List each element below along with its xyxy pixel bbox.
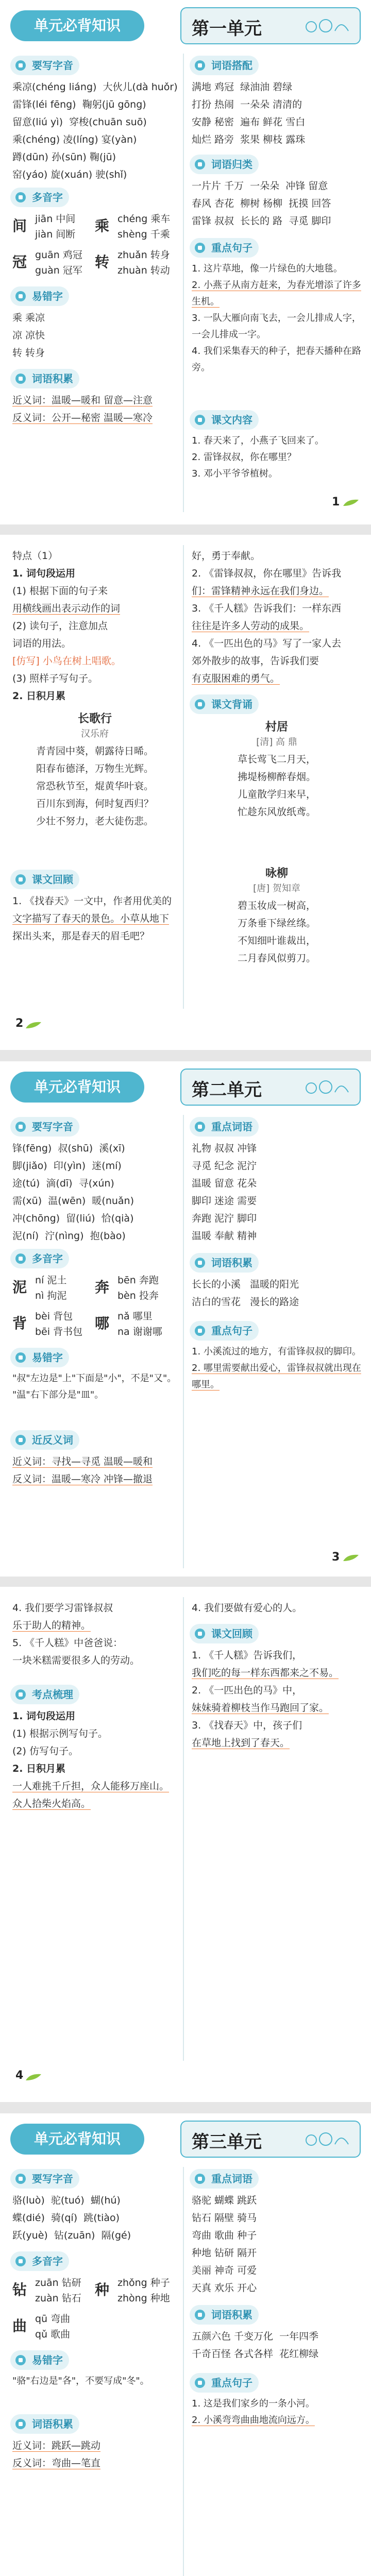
section-icon — [195, 2310, 205, 2320]
column-divider — [183, 1115, 184, 1568]
pinyin-list — [12, 2192, 177, 2244]
word-row: 美丽 神奇 可爱 — [192, 2265, 257, 2276]
decoration-icon — [304, 2129, 350, 2150]
section-duoyin — [10, 188, 69, 207]
section-title: 要写字音 — [32, 59, 73, 72]
pinyin-row: 脚(jiǎo) 印(yìn) 迷(mí) — [12, 1160, 122, 1172]
right-ciyu — [192, 177, 362, 230]
section-icon — [195, 2174, 205, 2184]
pinyin-row: 留意(liú yì) 穿梭(chuān suō) — [12, 116, 147, 128]
word-row: 春风 杏花 柳树 杨柳 抚摸 回答 — [192, 198, 331, 209]
section-title: 词语积累 — [211, 2309, 252, 2321]
poem-line: 二月春风似剪刀。 — [237, 953, 316, 964]
banner-left-label: 单元必背知识 — [10, 1072, 144, 1103]
section-icon — [195, 60, 205, 71]
section-title: 课文回顾 — [211, 1628, 252, 1640]
word-row: 奔跑 泥泞 脚印 — [192, 1213, 257, 1224]
decoration-icon — [304, 15, 350, 37]
section-icon — [15, 2355, 26, 2365]
section-title: 词语积累 — [32, 372, 73, 385]
right-text-a: 4. 我们要做有爱心的人。 — [192, 1602, 302, 1614]
yixie-list — [12, 1370, 177, 1403]
page-gap — [0, 2102, 371, 2113]
jinfan-item: 近义词：寻找—寻觅 温暖—暖和 — [12, 1456, 153, 1467]
poem-line: 常恐秋节至，焜黄华叶衰。 — [36, 781, 154, 792]
section-title: 课文背诵 — [211, 698, 252, 710]
pinyin-row: 乘(chéng) 凌(líng) 宴(yàn) — [12, 134, 137, 145]
section-title: 词语搭配 — [211, 59, 252, 72]
right-text: 好，勇于奉献。 2. 《雷锋叔叔，你在哪里》告诉我 们：雷锋精神永远在我们身边。 3. 《千人糕》告诉我们：一样东西 往往是许多人劳动的成果。 4. 《一匹出色的马》写了一家人去 郊外散步的故事，告诉我们要 有克服困难的勇气。 — [192, 550, 342, 684]
cihui-item: 反义词：弯曲—笔直 — [12, 2458, 101, 2469]
word-row: 洁白的雪花 漫长的路途 — [192, 1296, 299, 1308]
section-title: 近反义词 — [32, 1434, 73, 1446]
word-row: 钻石 隔壁 骑马 — [192, 2212, 257, 2224]
yixie-item: "骆"右边是"各"，不要写成"冬"。 — [12, 2376, 149, 2386]
section-title: 易错字 — [32, 2354, 63, 2366]
section-icon — [15, 2256, 26, 2266]
section-title: 词语归类 — [211, 158, 252, 171]
cihui-item: 近义词：跳跃—跳动 — [12, 2440, 101, 2451]
section-right-2 — [190, 1253, 259, 1273]
cihui-item: 近义词：温暖—暖和 留意—注意 — [12, 395, 153, 406]
polyphone: 曲 qū 弯曲 qǔ 歌曲 — [12, 2313, 71, 2340]
jinfan-list — [12, 1453, 177, 1488]
right-text-b: 1. 《千人糕》告诉我们， 我们吃的每一样东西都来之不易。 2. 《一匹出色的马》中， 妹妹骑着柳枝当作马跑回了家。 3. 《找春天》中，孩子们 在草地上找到了春天。 — [192, 1650, 339, 1749]
poem-title: 村居 — [265, 721, 288, 734]
right-kewen — [192, 433, 362, 482]
kaodian-list: 1. 词句段运用 (1) 根据示例写句子。 (2) 仿写句子。 2. 日积月累 一人难挑千斤担，众人能移万座山。 众人拾柴火焰高。 — [12, 1710, 170, 1809]
section-right-3 — [190, 1321, 259, 1341]
column-divider — [183, 1597, 184, 2061]
section-title: 重点句子 — [211, 242, 252, 254]
pinyin-row: 蝶(dié) 骑(qí) 跳(tiào) — [12, 2212, 120, 2224]
word-row: 五颜六色 千变万化 一年四季 — [192, 2331, 319, 2342]
section-title: 重点句子 — [211, 2377, 252, 2389]
poem-title: 咏柳 — [265, 867, 288, 880]
pinyin-row: 冲(chōng) 留(liú) 恰(qià) — [12, 1213, 134, 1224]
unit-banner — [10, 1064, 361, 1110]
banner-right — [180, 2121, 361, 2158]
page-number: 1 — [332, 496, 340, 509]
unit-title: 第二单元 — [192, 1080, 262, 1100]
section-icon — [15, 1435, 26, 1445]
right-words — [192, 78, 362, 148]
section-icon — [15, 1122, 26, 1132]
section-icon — [195, 699, 205, 709]
sentence: 1. 这片草地，像一片绿色的大地毯。 — [192, 263, 343, 274]
word-row: 雷锋 叔叔 长长的 路 寻觅 脚印 — [192, 215, 331, 227]
sentence: 1. 这是我们家乡的一条小河。 — [192, 2398, 315, 2409]
poem-author: 汉乐府 — [81, 728, 109, 739]
banner-right — [180, 7, 361, 44]
yixie-item: "温"右下部分是"皿"。 — [12, 1389, 104, 1400]
sentence: 3. 一队大雁向南飞去，一会儿排成人字，一会儿排成一字。 — [192, 313, 361, 340]
column-divider — [183, 2167, 184, 2576]
word-row: 温暖 奉献 精神 — [192, 1230, 257, 1242]
page-gap — [0, 524, 371, 535]
poem-line: 草长莺飞二月天， — [237, 754, 316, 765]
yixie-item: "叔"左边是"上"下面是"小"，不是"又"。 — [12, 1373, 177, 1384]
poem-line: 忙趁东风放纸鸢。 — [237, 806, 316, 818]
section-icon — [15, 60, 26, 71]
section-icon — [15, 1352, 26, 1363]
section-title: 要写字音 — [32, 1121, 73, 1133]
section-right-1 — [190, 1117, 259, 1137]
page-number: 4 — [15, 2069, 24, 2082]
word-row: 骆驼 蝴蝶 跳跃 — [192, 2195, 257, 2206]
pinyin-list — [12, 78, 177, 183]
word-row: 灿烂 路旁 浆果 柳枝 露珠 — [192, 134, 306, 145]
section-title: 重点词语 — [211, 2173, 252, 2185]
polyphone: 泥 ní 泥土 nì 拘泥 — [12, 1275, 67, 1301]
right-words2 — [192, 2328, 362, 2363]
section-title: 词语积累 — [32, 2418, 73, 2430]
page-gap — [0, 1577, 371, 1587]
sentence: 2. 哪里需要献出爱心，雷锋叔叔就出现在哪里。 — [192, 1363, 361, 1390]
cihui-list — [12, 2437, 177, 2472]
jinfan-item: 反义词：温暖—寒冷 冲锋—撤退 — [12, 1473, 153, 1485]
decoration-icon — [304, 1077, 350, 1098]
right-sentences — [192, 1344, 362, 1393]
poem-line: 拂堤杨柳醉春烟。 — [237, 771, 316, 783]
section-right-kewen — [190, 410, 259, 430]
polyphone: 背 bèi 背包 bēi 背书包 — [12, 1311, 83, 1337]
kewen-left: 1. 《找春天》一文中，作者用优美的 文字描写了春天的景色。小草从地下 探出头来，那是春天的眉毛吧？ — [12, 895, 172, 942]
section-icon — [15, 291, 26, 301]
section-icon — [195, 1326, 205, 1336]
page-3 — [0, 1061, 371, 1577]
poem-line: 百川东到海，何时复西归？ — [36, 798, 154, 809]
poem-title: 长歌行 — [77, 713, 112, 725]
section-icon — [15, 2174, 26, 2184]
pinyin-row: 窑(yáo) 旋(xuán) 驶(shǐ) — [12, 169, 127, 180]
right-words — [192, 2192, 362, 2297]
section-yaoxie — [10, 1117, 79, 1137]
poem-yongliu — [192, 865, 362, 967]
word-row: 一片片 千万 一朵朵 冲锋 留意 — [192, 180, 328, 192]
word-row: 弯曲 歌曲 种子 — [192, 2230, 257, 2241]
sentence: 2. 小燕子从南方赶来，为春光增添了许多生机。 — [192, 280, 361, 307]
section-right-juzi — [190, 238, 259, 258]
section-title: 要写字音 — [32, 2173, 73, 2185]
poem-cunju — [192, 718, 362, 821]
section-icon — [15, 192, 26, 202]
section-icon — [15, 874, 26, 885]
polyphone: 冠 guān 鸡冠 guàn 冠军 — [12, 249, 82, 276]
right-sentences — [192, 2396, 362, 2429]
yixie-item: 转 转身 — [12, 347, 45, 359]
word-row: 千奇百怪 各式各样 花红柳绿 — [192, 2348, 319, 2360]
poem — [12, 710, 177, 830]
page-4 — [0, 1587, 371, 2102]
pinyin-row: 锋(fēng) 叔(shū) 溪(xī) — [12, 1143, 125, 1154]
section-title: 课文回顾 — [32, 873, 73, 886]
section-title: 考点梳理 — [32, 1688, 73, 1701]
section-yaoxie — [10, 56, 79, 75]
page-1 — [0, 0, 371, 524]
section-icon — [195, 1122, 205, 1132]
column-divider — [183, 54, 184, 512]
page-5 — [0, 2113, 371, 2576]
polyphone: 钻 zuān 钻研 zuàn 钻石 — [12, 2277, 81, 2304]
section-icon — [195, 1258, 205, 1268]
word-row: 种地 钻研 隔开 — [192, 2247, 257, 2259]
section-icon — [195, 2378, 205, 2388]
unit-title: 第三单元 — [192, 2132, 262, 2153]
unit-banner — [10, 2116, 361, 2162]
section-right-kewen — [190, 1624, 259, 1643]
section-kaodian — [10, 1685, 79, 1704]
leaf-icon — [25, 1020, 42, 1029]
pinyin-row: 途(tú) 滴(dī) 寻(xún) — [12, 1178, 114, 1189]
sentence: 2. 小溪弯弯曲曲地流向远方。 — [192, 2415, 315, 2426]
unit-title: 第一单元 — [192, 19, 262, 39]
page-number: 3 — [332, 1551, 340, 1564]
section-title: 多音字 — [32, 2255, 63, 2267]
section-title: 多音字 — [32, 1252, 63, 1265]
poem-line: 万条垂下绿丝绦。 — [237, 918, 316, 929]
pinyin-row: 乘凉(chéng liáng) 大伙儿(dà huǒr) — [12, 81, 178, 93]
section-title: 重点句子 — [211, 1325, 252, 1337]
section-kewen — [10, 870, 79, 889]
section-yixie — [10, 1348, 69, 1367]
word-row: 礼物 叔叔 冲锋 — [192, 1143, 257, 1154]
kewen-item: 1. 春天来了，小燕子飞回来了。 — [192, 435, 324, 446]
left-text: 4. 我们要学习雷锋叔叔 乐于助人的精神。 5. 《千人糕》中爸爸说： 一块米糕需要很多人的劳动。 — [12, 1602, 140, 1666]
word-row: 脚印 迷途 需要 — [192, 1195, 257, 1207]
section-yixie — [10, 2350, 69, 2370]
sentence: 4. 我们采集春天的种子，把春天播种在路旁。 — [192, 346, 361, 373]
leaf-icon — [342, 498, 360, 507]
section-title: 课文内容 — [211, 414, 252, 426]
section-title: 易错字 — [32, 1351, 63, 1364]
yixie-list — [12, 2373, 177, 2389]
section-icon — [15, 374, 26, 384]
section-cihui — [10, 2414, 79, 2434]
polyphone: 间 jiān 中间 jiàn 间断 — [12, 213, 76, 240]
poem-line: 不知细叶谁裁出， — [237, 935, 316, 946]
section-yixie — [10, 286, 69, 306]
cihui-item: 反义词：公开—秘密 温暖—寒冷 — [12, 412, 153, 423]
poem-line: 青青园中葵，朝露待日晞。 — [36, 745, 154, 757]
pinyin-row: 雷锋(léi fēng) 鞠躬(jū gōng) — [12, 99, 146, 110]
polyphone: 奔 bēn 奔跑 bèn 投奔 — [95, 1275, 159, 1301]
word-row: 满地 鸡冠 绿油油 碧绿 — [192, 81, 293, 93]
kewen-item: 2. 雷锋叔叔，你在哪里？ — [192, 452, 296, 463]
section-right-ciyu — [190, 155, 259, 174]
word-row: 打扮 热闹 一朵朵 清清的 — [192, 99, 302, 110]
section-icon — [195, 159, 205, 170]
polyphone: 转 zhuǎn 转身 zhuàn 转动 — [95, 249, 170, 276]
polyphone: 哪 nǎ 哪里 na 谢谢哪 — [95, 1311, 162, 1337]
pinyin-row: 骆(luò) 驼(tuó) 蝴(hú) — [12, 2195, 121, 2206]
left-text: 特点（1） 1. 词句段运用 (1) 根据下面的句子来 用横线画出表示动作的词 (2) 读句子，注意加点 词语的用法。 [仿写] 小鸟在树上唱歌。 (3) 照样子写句子。 2. 日积月累 — [12, 550, 121, 702]
pinyin-row: 跃(yuè) 钻(zuān) 隔(gé) — [12, 2230, 131, 2241]
poem-line: 少壮不努力，老大徒伤悲。 — [36, 816, 154, 827]
section-right-1 — [190, 2169, 259, 2189]
pinyin-row: 需(xū) 温(wēn) 暖(nuǎn) — [12, 1195, 134, 1207]
section-right-3 — [190, 2373, 259, 2393]
section-right-cihui — [190, 56, 259, 75]
poem-author: [唐] 贺知章 — [253, 883, 300, 894]
poem-line: 阳春布德泽，万物生光辉。 — [36, 763, 154, 774]
yixie-item: 乘 乘凉 — [12, 312, 45, 324]
pinyin-row: 泥(ní) 泞(nìng) 抱(bào) — [12, 1230, 126, 1242]
section-duoyin — [10, 1249, 69, 1268]
section-cihui — [10, 369, 79, 388]
word-row: 温暖 留意 花朵 — [192, 1178, 257, 1189]
pinyin-row: 蹲(dūn) 孙(sūn) 鞠(jū) — [12, 151, 116, 163]
section-beisong — [190, 694, 259, 714]
right-words — [192, 1140, 362, 1245]
word-row: 长长的小溪 温暖的阳光 — [192, 1279, 299, 1290]
cihui-list — [12, 392, 177, 427]
section-title: 易错字 — [32, 290, 63, 302]
section-icon — [195, 415, 205, 425]
section-icon — [15, 2419, 26, 2429]
section-icon — [15, 1253, 26, 1264]
section-icon — [15, 1689, 26, 1700]
leaf-icon — [25, 2072, 42, 2081]
right-juzi — [192, 261, 362, 376]
section-icon — [195, 243, 205, 253]
banner-left-label: 单元必背知识 — [10, 2124, 144, 2155]
page-number: 2 — [15, 1017, 24, 1030]
polyphone: 种 zhǒng 种子 zhòng 种地 — [95, 2277, 170, 2304]
page-2 — [0, 535, 371, 1050]
column-divider — [183, 545, 184, 1009]
section-duoyin — [10, 2251, 69, 2271]
banner-right — [180, 1069, 361, 1106]
kewen-item: 3. 邓小平爷爷植树。 — [192, 468, 278, 479]
poem-author: [清] 高 鼎 — [256, 737, 297, 748]
section-right-2 — [190, 2305, 259, 2325]
poem-line: 碧玉妆成一树高， — [237, 900, 316, 911]
poem-line: 儿童散学归来早， — [237, 789, 316, 800]
section-yaoxie — [10, 2169, 79, 2189]
right-words2 — [192, 1276, 362, 1311]
yixie-list — [12, 309, 177, 362]
word-row: 安静 秘密 遍布 鲜花 雪白 — [192, 116, 306, 128]
unit-banner — [10, 3, 361, 48]
page-gap — [0, 1050, 371, 1061]
yixie-item: 凉 凉快 — [12, 330, 45, 341]
section-title: 多音字 — [32, 191, 63, 204]
polyphone: 乘 chéng 乘车 shèng 千乘 — [95, 213, 171, 240]
word-row: 天真 欢乐 开心 — [192, 2282, 257, 2294]
section-icon — [195, 1629, 205, 1639]
leaf-icon — [342, 1553, 360, 1562]
section-title: 重点词语 — [211, 1121, 252, 1133]
section-jinfan — [10, 1430, 79, 1450]
word-row: 寻觅 纪念 泥泞 — [192, 1160, 257, 1172]
banner-left-label: 单元必背知识 — [10, 10, 144, 41]
section-title: 词语积累 — [211, 1257, 252, 1269]
pinyin-list — [12, 1140, 177, 1245]
sentence: 1. 小溪流过的地方，有雷锋叔叔的脚印。 — [192, 1346, 361, 1357]
